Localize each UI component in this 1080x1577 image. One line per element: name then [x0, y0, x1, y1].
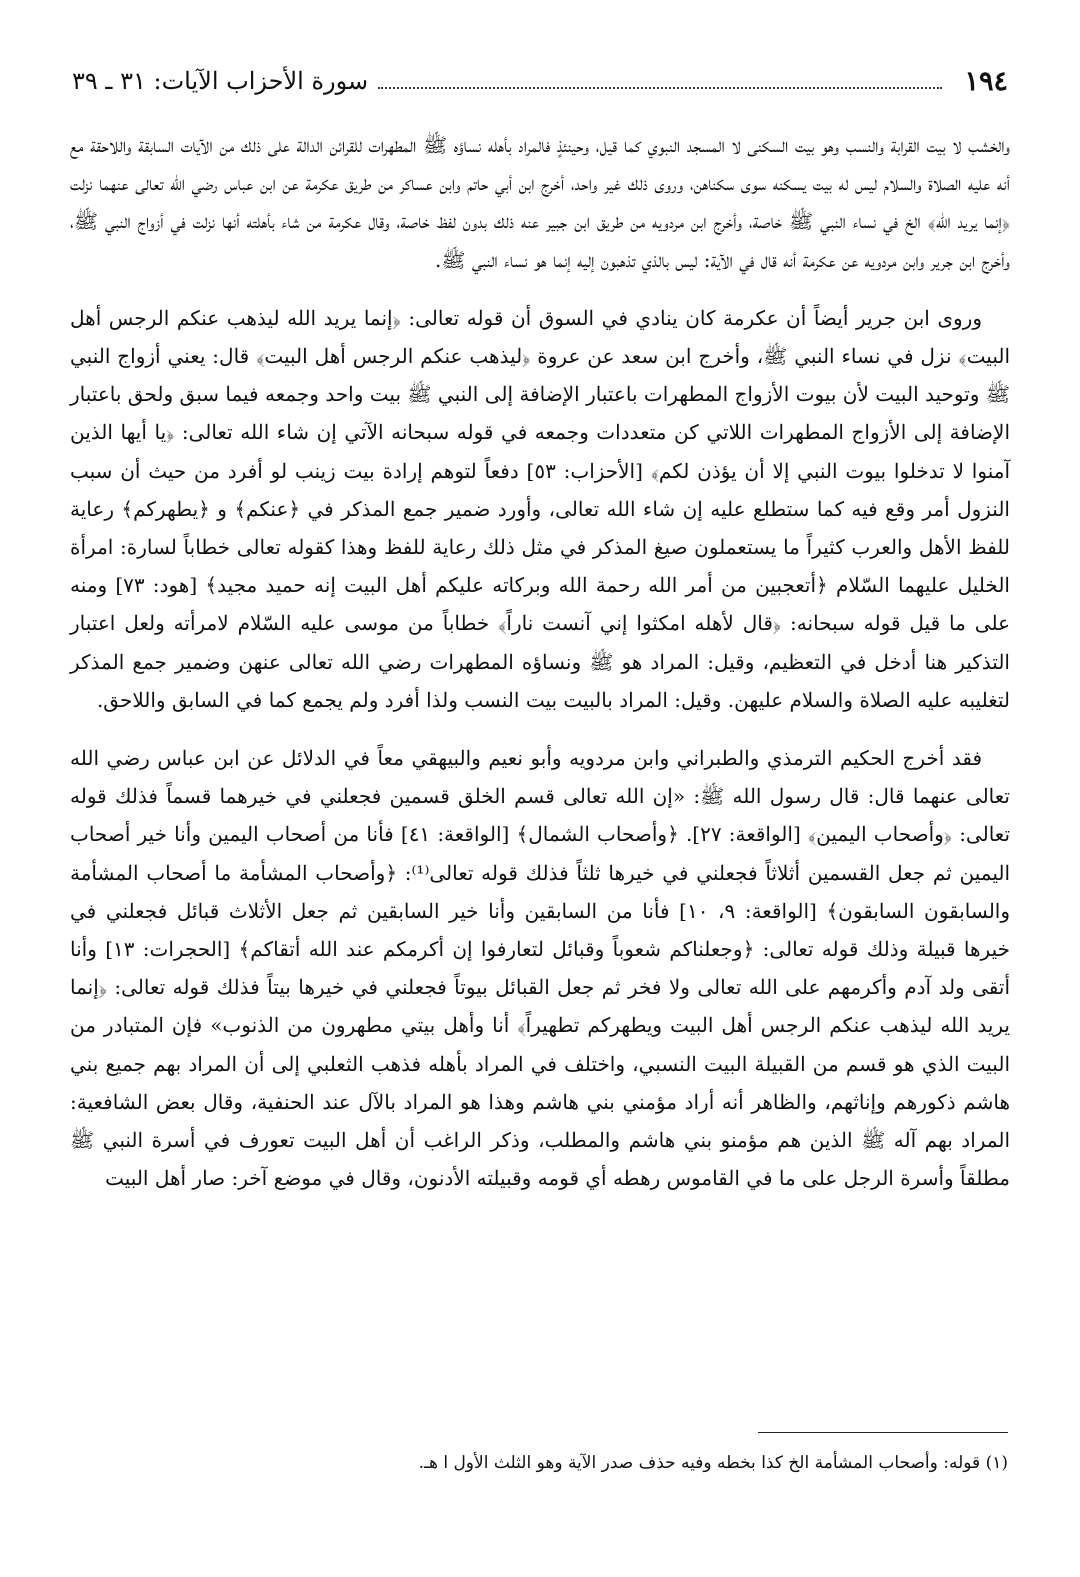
dot-leader: [378, 73, 942, 89]
body-text: [70, 112, 1010, 1217]
running-title: سورة الأحزاب الآيات: ٣١ ـ ٣٩: [72, 67, 369, 95]
footnote: (١) قوله: وأصحاب المشأمة الخ كذا بخطه وفيه حذف صدر الآية وهو الثلث الأول ا هـ.: [418, 1453, 1008, 1473]
footnote-divider: [758, 1432, 1008, 1433]
paragraph-1: والخشب لا بيت القرابة والنسب وهو بيت السكنى لا المسجد النبوي كما قيل، وحينئذٍ فالمراد بأهله نساؤه ﷺ المطهرات للقرائن الدالة على ذلك من الآيات السابقة واللاحقة مع أنه عليه الصلاة والسلام ليس له بيت يسكنه سوى سكناهن، وروى ذلك غير واحد، أخرج ابن أبي حاتم وابن عساكر من طريق عكرمة عن ابن عباس رضي الله تعالى عنهما نزلت ﴿إنما يريد الله﴾ الخ في نساء النبي ﷺ خاصة، وأخرج ابن مردويه من طريق ابن جبير عنه ذلك بدون لفظ خاصة، وقال عكرمة من شاء بأهلته أنها نزلت في أزواج النبي ﷺ، وأخرج ابن جرير وابن مردويه عن عكرمة أنه قال في الآية: ليس بالذي تذهبون إليه إنما هو نساء النبي ﷺ.: [70, 133, 1010, 272]
paragraph-3: فقد أخرج الحكيم الترمذي والطبراني وابن مردويه وأبو نعيم والبيهقي معاً في الدلائل عن ابن عباس رضي الله تعالى عنهما قال: قال رسول الله ﷺ: «إن الله تعالى قسم الخلق قسمين فجعلني في خيرهما قسماً فذلك قوله تعالى: ﴿وأصحاب اليمين﴾ [الواقعة: ٢٧]. ﴿وأصحاب الشمال﴾ [الواقعة: ٤١] فأنا من أصحاب اليمين وأنا خير أصحاب اليمين ثم جعل القسمين أثلاثاً فجعلني في خيرها ثلثاً فذلك قوله تعالى⁽¹⁾: ﴿وأصحاب المشأمة ما أصحاب المشأمة والسابقون السابقون﴾ [الواقعة: ٩، ١٠] فأنا من السابقين وأنا خير السابقين ثم جعل الأثلاث قبائل فجعلني في خيرها قبيلة وذلك قوله تعالى: ﴿وجعلناكم شعوباً وقبائل لتعارفوا إن أكرمكم عند الله أتقاكم﴾ [الحجرات: ١٣] وأنا أتقى ولد آدم وأكرمهم على الله تعالى ولا فخر ثم جعل القبائل بيوتاً فجعلني في خيرها بيتاً فذلك قوله تعالى: ﴿إنما يريد الله ليذهب عنكم الرجس أهل البيت ويطهركم تطهيراً﴾ أنا وأهل بيتي مطهرون من الذنوب» فإن المتبادر من البيت الذي هو قسم من القبيلة البيت النسبي، واختلف في المراد بأهله فذهب الثعلبي إلى أن المراد بهم جميع بني هاشم ذكورهم وإناثهم، والظاهر أنه أراد مؤمني بني هاشم وهذا هو المراد بالآل عند الحنفية، وقال بعض الشافعية: المراد بهم آله ﷺ الذين هم مؤمنو بني هاشم والمطلب، وذكر الراغب أن أهل البيت تعورف في أسرة النبي ﷺ مطلقاً وأسرة الرجل على ما في القاموس رهطه أي قومه وقبيلته الأدنون، وقال في موضع آخر: صار أهل البيت: [70, 746, 1011, 1191]
page-header: [72, 60, 1008, 102]
page-number: ١٩٤: [964, 65, 1008, 97]
paragraph-2: وروى ابن جرير أيضاً أن عكرمة كان ينادي في السوق أن قوله تعالى: ﴿إنما يريد الله ليذهب عنكم الرجس أهل البيت﴾ نزل في نساء النبي ﷺ، وأخرج ابن سعد عن عروة ﴿ليذهب عنكم الرجس أهل البيت﴾ قال: يعني أزواج النبي ﷺ وتوحيد البيت لأن بيوت الأزواج المطهرات باعتبار الإضافة إلى النبي ﷺ بيت واحد وجمعه فيما سبق ولحق باعتبار الإضافة إلى الأزواج المطهرات اللاتي كن متعددات وجمعه في قوله سبحانه الآتي إن شاء الله تعالى: ﴿يا أيها الذين آمنوا لا تدخلوا بيوت النبي إلا أن يؤذن لكم﴾ [الأحزاب: ٥٣] دفعاً لتوهم إرادة بيت زينب لو أفرد من حيث أن سبب النزول أمر وقع فيه كما ستطلع عليه إن شاء الله تعالى، وأورد ضمير جمع المذكر في ﴿عنكم﴾ و ﴿يطهركم﴾ رعاية للفظ الأهل والعرب كثيراً ما يستعملون صيغ المذكر في مثل ذلك رعاية للفظ وهذا كقوله تعالى خطاباً لسارة: امرأة الخليل عليهما السّلام ﴿أتعجبين من أمر الله رحمة الله وبركاته عليكم أهل البيت إنه حميد مجيد﴾ [هود: ٧٣] ومنه على ما قيل قوله سبحانه: ﴿قال لأهله امكثوا إني آنست ناراً﴾ خطاباً من موسى عليه السّلام لامرأته ولعل اعتبار التذكير هنا أدخل في التعظيم، وقيل: المراد هو ﷺ ونساؤه المطهرات رضي الله تعالى عنهن وضمير جمع المذكر لتغليبه عليه الصلاة والسلام عليهن. وقيل: المراد بالبيت بيت النسب ولذا أفرد ولم يجمع كما في السابق واللاحق.: [70, 305, 1010, 712]
